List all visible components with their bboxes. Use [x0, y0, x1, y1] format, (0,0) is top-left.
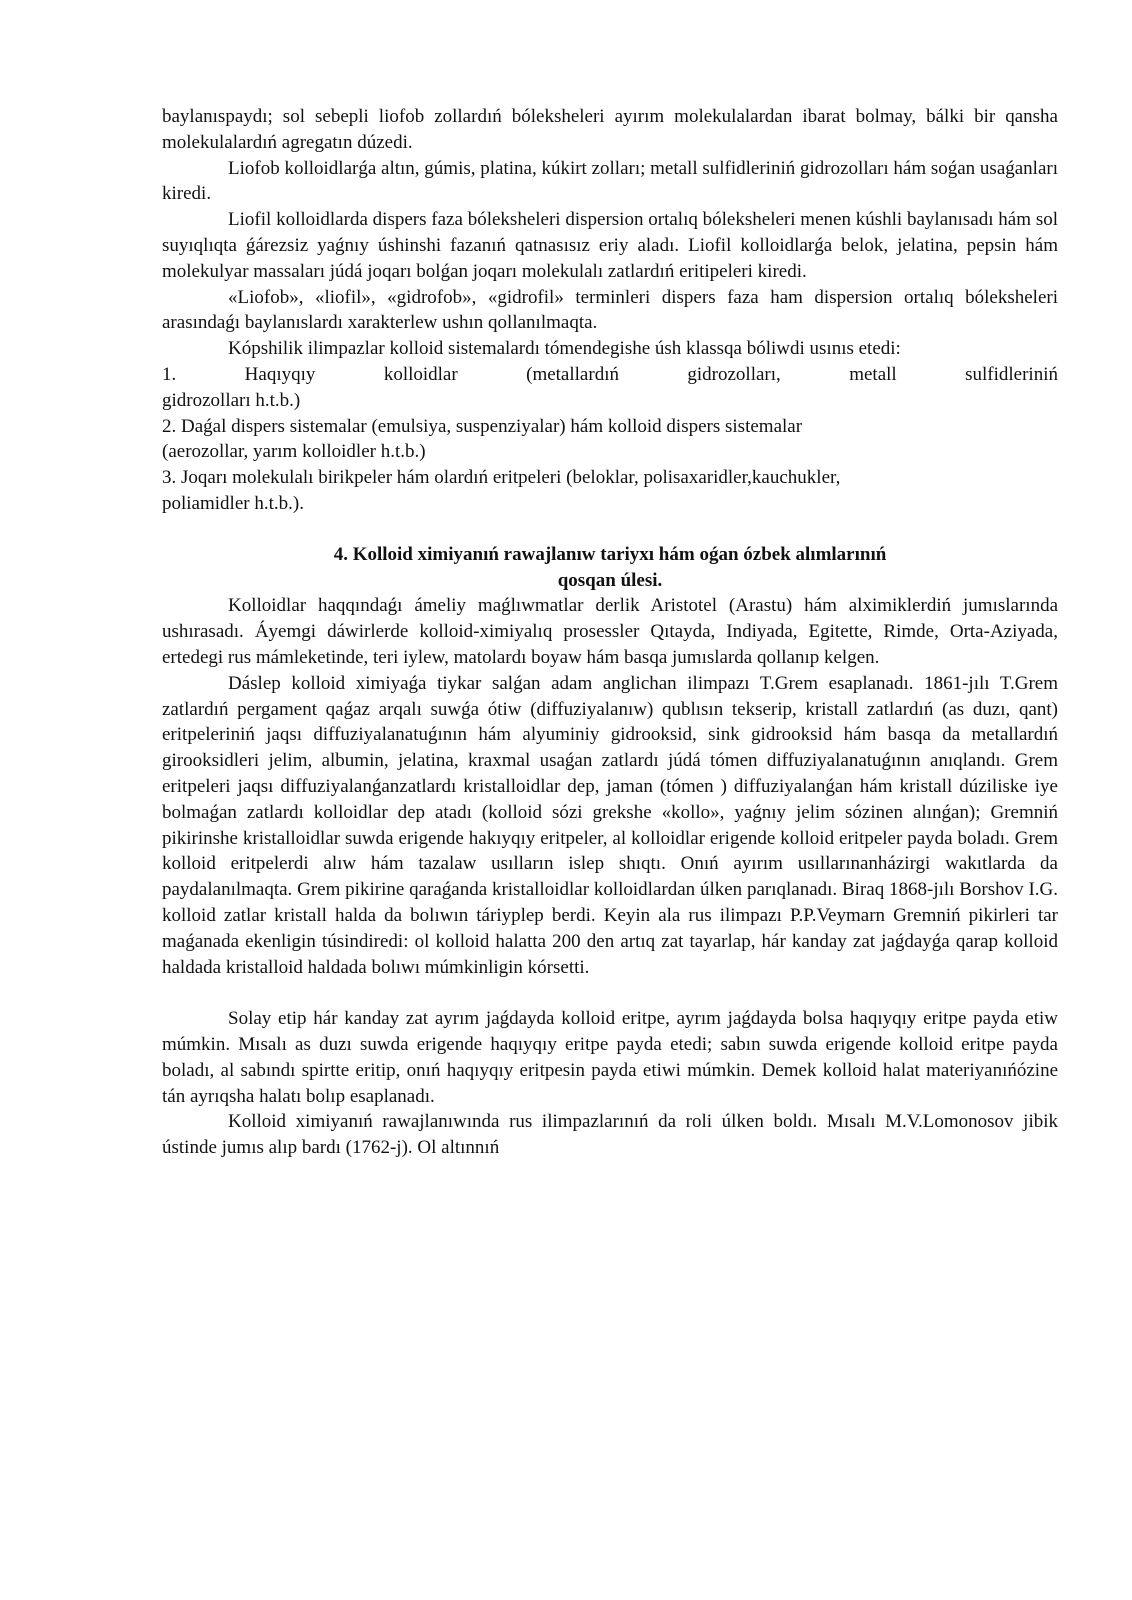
list-item-3-line1: 3. Joqarı molekulalı birikpeler hám olardıń eritpeleri (beloklar, polisaxaridler,kauchukler, — [162, 467, 841, 489]
list-item-3 — [162, 465, 1058, 517]
paragraph-salt-soap: Solay etip hár kanday zat ayrım jaǵdayda kolloid eritpe, ayrım jaǵdayda bolsa haqıyqıy eritpe payda etiw múmkin. Mısalı as duzı suwda erigende haqıyqıy eritpe payda etedi; sabın suwda erigende kolloid eritpe payda boladı, al sabındı spirtte eritip, onıń haqıyqıy eritpesin payda etiwi múmkin. Demek kolloid halat materiyanıńózine tán ayrıqsha halatı bolıp esaplanadı. — [162, 1008, 1058, 1107]
list-item-2-line1: 2. Daǵal dispers sistemalar (emulsiya, suspenziyalar) hám kolloid dispers sistemalar — [162, 415, 803, 437]
classification-list — [162, 362, 1058, 517]
list-item-1-line1: 1. Haqıyqıy kolloidlar (metallardıń gidrozolları, metall sulfidleriniń — [162, 363, 1058, 385]
paragraph-liofob-examples: Liofob kolloidlarǵa altın, gúmis, platina, kúkirt zolları; metall sulfidleriniń gidrozolları hám soǵan usaǵanları kiredi. — [162, 157, 1058, 205]
paragraph-lomonosov: Kolloid ximiyanıń rawajlanıwında rus ilimpazlarınıń da roli úlken boldı. Mısalı M.V.Lomonosov jibik ústinde jumıs alıp bardı (1762-j). Ol altınnıń — [162, 1111, 1058, 1159]
paragraph-terms: «Liofob», «liofil», «gidrofob», «gidrofil» terminleri dispers faza ham dispersion ortalıq bóleksheleri arasındaǵı baylanıslardı xarakterlew ushın qollanılmaqta. — [162, 286, 1058, 334]
section-heading-line1: 4. Kolloid ximiyanıń rawajlanıw tariyxı hám oǵan ózbek alımlarınıń — [333, 543, 887, 565]
section-heading — [162, 542, 1058, 594]
list-item-2-line2: (aerozollar, yarım kolloidler h.t.b.) — [162, 441, 426, 463]
paragraph-liofob-aggregates: baylanıspaydı; sol sebepli liofob zollardıń bóleksheleri ayırım molekulalardan ibarat bolmay, bálki bir qansha molekulalardıń agregatın dúzedi. — [162, 106, 1058, 153]
paragraph-history-early: Kolloidlar haqqındaǵı ámeliy maǵlıwmatlar derlik Aristotel (Arastu) hám alximiklerdiń jumıslarında ushırasadı. Áyemgi dáwirlerde kolloid-ximiyalıq prosessler Qıtayda, Indiyada, Egitette, Rimde, Orta-Aziyada, ertedegi rus mámleketinde, teri iylew, matolardı boyaw hám basqa jumıslarda qollanıp kelgen. — [162, 595, 1058, 668]
paragraph-classification-intro: Kópshilik ilimpazlar kolloid sistemalardı tómendegishe úsh klassqa bóliwdi usınıs etedi: — [228, 338, 901, 360]
list-item-1-line2: gidrozolları h.t.b.) — [162, 389, 301, 411]
paragraph-liofil-colloids: Liofil kolloidlarda dispers faza bóleksheleri dispersion ortalıq bóleksheleri menen kúshli baylanısadı hám sol suyıqlıqta ǵárezsiz yaǵnıy úshinshi fazanıń qatnasısız eriy aladı. Liofil kolloidlarǵa belok, jelatina, pepsin hám molekulyar massaları júdá joqarı bolǵan joqarı molekulalı zatlardıń eritipeleri kiredi. — [162, 209, 1058, 282]
document-page — [162, 104, 1058, 1161]
paragraph-graham: Dáslep kolloid ximiyaǵa tiykar salǵan adam anglichan ilimpazı T.Grem esaplanadı. 1861-jılı T.Grem zatlardıń pergament qaǵaz arqalı suwǵa ótiw (diffuziyalanıw) qublısın tekserip, kristall zatlardıń (as duzı, qant) eritpeleriniń jaqsı diffuziyalanatuǵının hám alyuminiy gidrooksid, sink gidrooksid hám basqa da metallardıń girooksidleri jelim, albumin, jelatina, kraxmal usaǵan zatlardı júdá tómen diffuziyalanatuǵının anıqlandı. Grem eritpeleri jaqsı diffuziyalanǵanzatlardı kristalloidlar dep, jaman (tómen ) diffuziyalanǵan hám kristall dúziliske iye bolmaǵan zatlardı kolloidlar dep atadı (kolloid sózi grekshe «kollo», yaǵnıy jelim sózinen alınǵan); Gremniń pikirinshe kristalloidlar suwda erigende hakıyqıy eritpeler, al kolloidlar erigende kolloid eritpeler payda boladı. Grem kolloid eritpelerdi alıw hám tazalaw usılların islep shıqtı. Onıń ayırım usıllarınanházirgi wakıtlarda da paydalanılmaqta. Grem pikirine qaraǵanda kristalloidlar kolloidlardan úlken parıqlanadı. Biraq 1868-jılı Borshov I.G. kolloid zatlar kristall halda da bolıwın táriyplep berdi. Keyin ala rus ilimpazı P.P.Veymarn Gremniń pikirleri tar maǵanada ekenligin túsindiredi: ol kolloid halatta 200 den artıq zat tayarlap, hár kanday zat jaǵdayǵa qarap kolloid haldada kristalloid haldada bolıwı múmkinligin kórsetti. — [162, 672, 1058, 978]
list-item-1 — [162, 362, 1058, 414]
list-item-2 — [162, 414, 1058, 466]
list-item-3-line2: poliamidler h.t.b.). — [162, 492, 304, 514]
section-heading-line2: qosqan úlesi. — [557, 569, 663, 591]
paragraph-gap — [162, 980, 1058, 1006]
